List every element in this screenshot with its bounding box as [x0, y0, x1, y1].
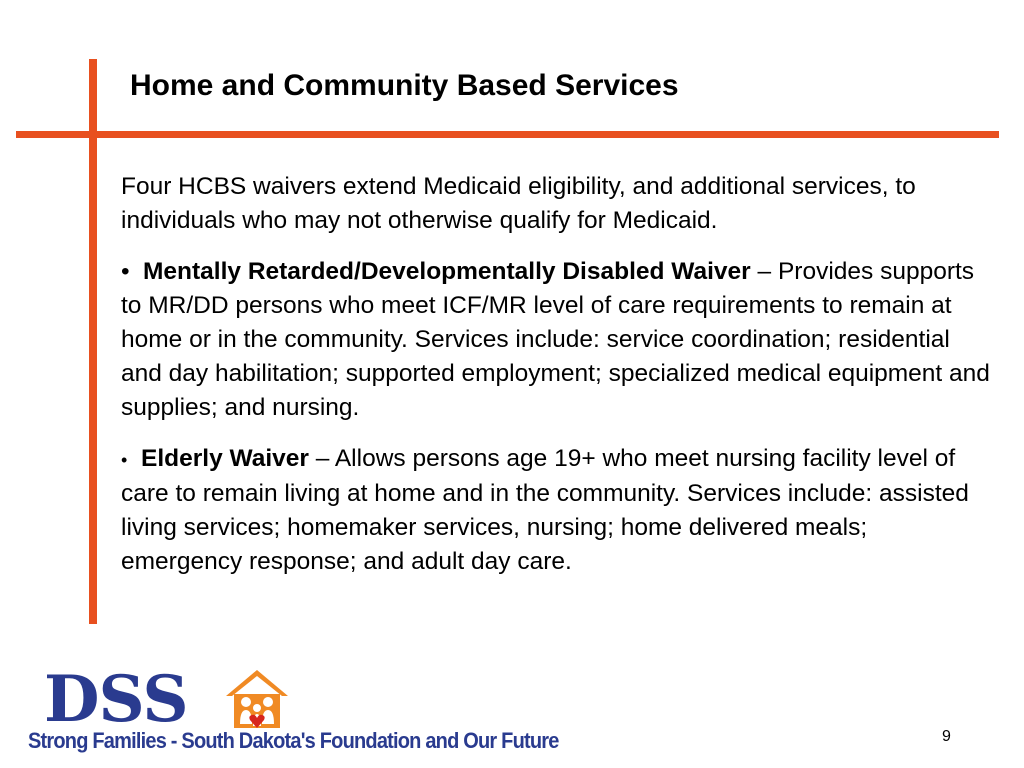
slide-body — [121, 170, 991, 596]
bullet-body: Allows persons age 19+ who meet nursing facility level of care to remain living at home and in the community. Services include: assisted living services; homemaker services, nursing; home delivered meals; emergency response; and adult day care. — [121, 445, 969, 575]
bullet-separator: – — [750, 258, 772, 285]
logo-letters: DSS — [44, 662, 188, 737]
bullet-body: Provides supports to MR/DD persons who meet ICF/MR level of care requirements to remain at home or in the community. Services include: service coordination; residential and day habilitation; supported employment; specialized medical equipment and supplies; and nursing. — [121, 258, 990, 421]
horizontal-accent-bar — [16, 131, 999, 138]
bullet-heading: Elderly Waiver — [141, 445, 309, 472]
bullet-item-elderly-waiver — [121, 442, 991, 579]
slide-title: Home and Community Based Services — [130, 69, 679, 102]
intro-paragraph: Four HCBS waivers extend Medicaid eligibility, and additional services, to individuals who may not otherwise qualify for Medicaid. — [121, 173, 916, 234]
house-family-icon — [224, 668, 290, 730]
bullet-item-mrdd-waiver — [121, 255, 991, 425]
bullet-marker: • — [121, 258, 130, 285]
bullet-heading: Mentally Retarded/Developmentally Disabled Waiver — [143, 258, 751, 285]
bullet-marker: • — [121, 450, 128, 470]
vertical-accent-bar — [89, 59, 97, 624]
dss-logo — [28, 664, 558, 756]
bullet-separator: – — [308, 445, 330, 472]
page-number: 9 — [942, 728, 951, 745]
logo-tagline: Strong Families - South Dakota's Foundation and Our Future — [28, 729, 559, 754]
